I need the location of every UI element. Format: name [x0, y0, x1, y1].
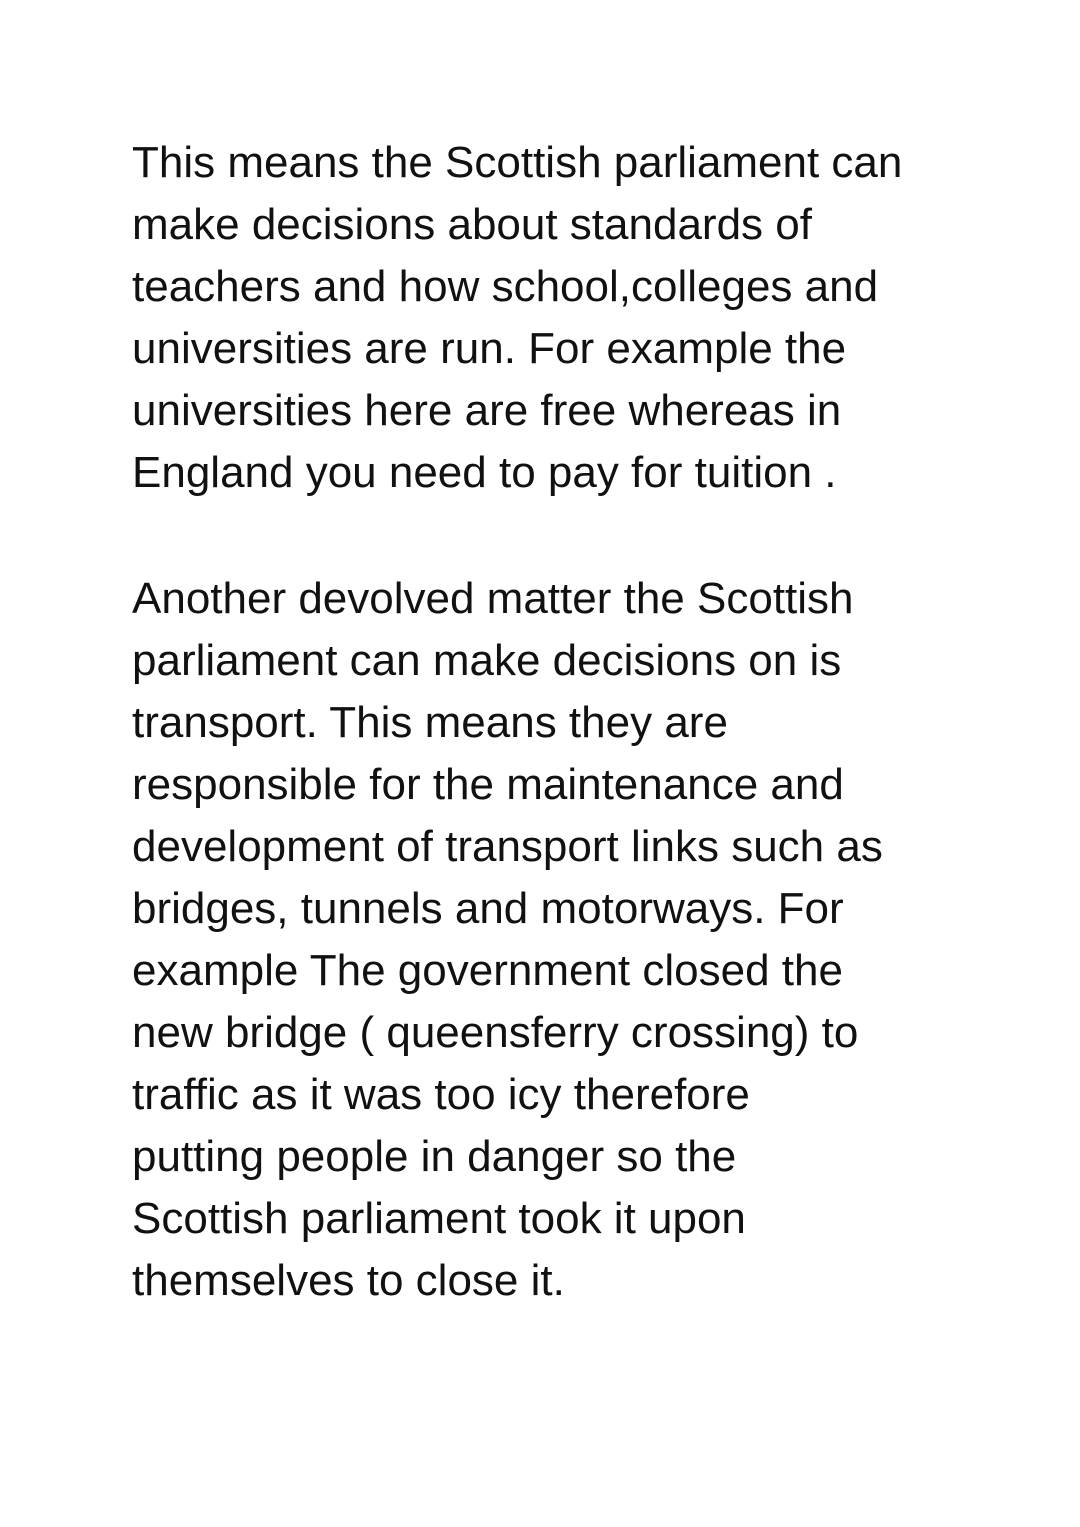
paragraph-line: teachers and how school,colleges and — [132, 262, 879, 311]
paragraph-line: England you need to pay for tuition . — [132, 448, 837, 497]
paragraph-line: traffic as it was too icy therefore — [132, 1070, 750, 1119]
paragraph-line: Another devolved matter the Scottish — [132, 574, 854, 623]
paragraph-line: This means the Scottish parliament can — [132, 138, 903, 187]
paragraph-line: responsible for the maintenance and — [132, 760, 844, 809]
paragraph-line: themselves to close it. — [132, 1256, 565, 1305]
paragraph-line: universities are run. For example the — [132, 324, 847, 373]
paragraph-line: make decisions about standards of — [132, 200, 812, 249]
paragraph-education — [132, 132, 992, 504]
paragraph-line: new bridge ( queensferry crossing) to — [132, 1008, 859, 1057]
paragraph-line: transport. This means they are — [132, 698, 728, 747]
paragraph-line: example The government closed the — [132, 946, 843, 995]
paragraph-transport — [132, 568, 992, 1312]
paragraph-line: parliament can make decisions on is — [132, 636, 842, 685]
paragraph-line: development of transport links such as — [132, 822, 883, 871]
paragraph-line: bridges, tunnels and motorways. For — [132, 884, 844, 933]
paragraph-line: putting people in danger so the — [132, 1132, 737, 1181]
paragraph-line: universities here are free whereas in — [132, 386, 842, 435]
paragraph-line: Scottish parliament took it upon — [132, 1194, 746, 1243]
